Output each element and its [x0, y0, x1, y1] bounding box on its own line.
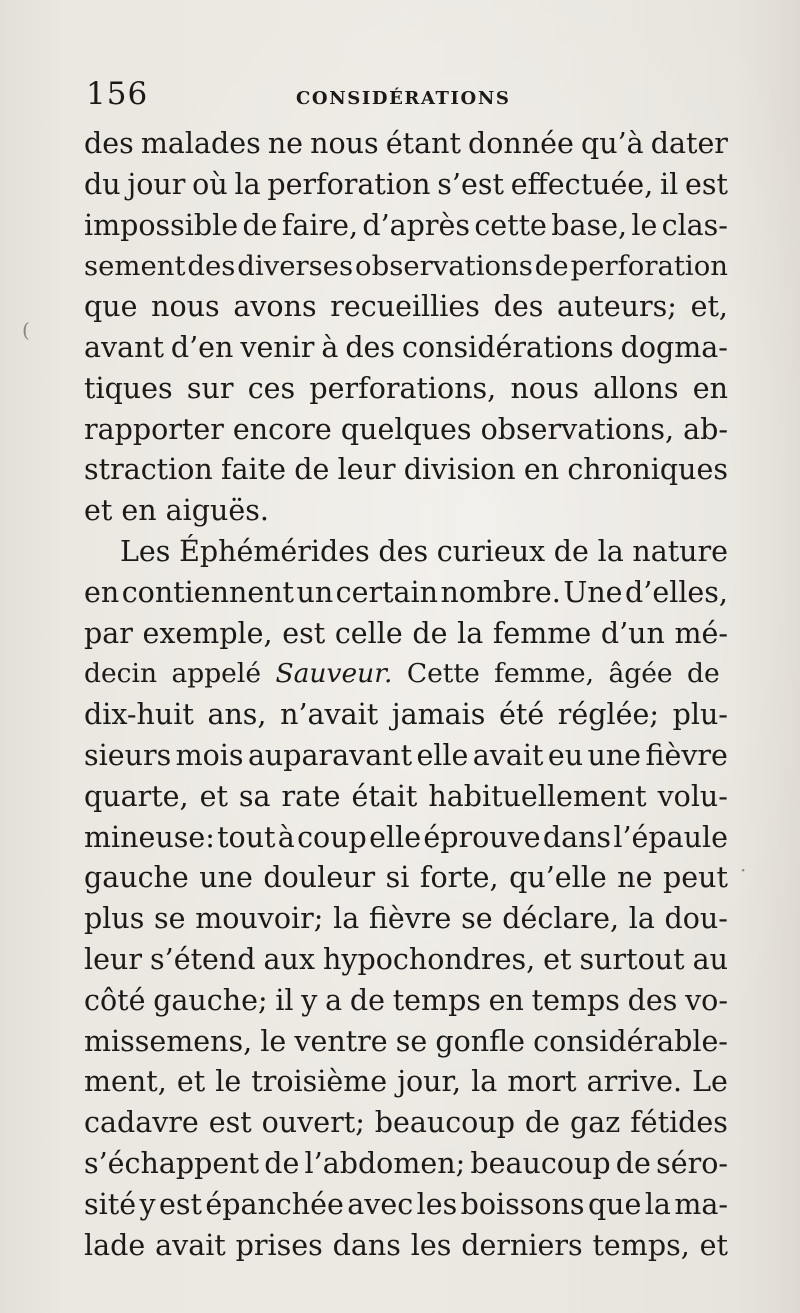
text-line: rapporter encore quelques observations, ab- [84, 412, 728, 446]
italic-name: Sauveur. [275, 658, 393, 690]
text-line: des malades ne nous étant donnée qu’à dater [84, 127, 728, 160]
text-line: cadavre est ouvert; beaucoup de gaz fétides [84, 1106, 728, 1140]
text-line: dix-huit ans, n’avait jamais été réglée; plu- [84, 698, 728, 732]
text-line: côté gauche; il y a de temps en temps des vo- [84, 983, 728, 1017]
page-number: 156 [86, 76, 149, 112]
text-line: en contiennent un certain nombre. Une d’elles, [84, 575, 728, 609]
text-line: du jour où la perforation s’est effectuée, il est [84, 167, 728, 201]
text-line: Les Éphémérides des curieux de la nature [120, 534, 728, 568]
text-line: missemens, le ventre se gonfle considérable- [84, 1024, 728, 1058]
text-line: sieurs mois auparavant elle avait eu une fièvre [84, 738, 728, 772]
text-line: gauche une douleur si forte, qu’elle ne peut [84, 861, 728, 895]
text-line: quarte, et sa rate était habituellement volu- [84, 779, 728, 813]
text-line: sité y est épanchée avec les boissons que la ma- [84, 1187, 728, 1221]
text-line: sement des diverses observations de perforation [84, 250, 728, 283]
text-line: impossible de faire, d’après cette base, le clas- [84, 208, 728, 242]
text-fragment: Cette femme, âgée de [406, 658, 720, 690]
text-line: avant d’en venir à des considérations dogma- [84, 330, 728, 364]
running-head: CONSIDÉRATIONS [296, 88, 511, 109]
stray-mark: ( [22, 318, 30, 342]
text-line: lade avait prises dans les derniers temps, et [84, 1228, 728, 1262]
text-line: plus se mouvoir; la fièvre se déclare, la dou- [84, 902, 728, 936]
text-line: et en aiguës. [84, 494, 269, 528]
text-line [84, 654, 728, 695]
stray-mark: · [740, 858, 747, 882]
text-line: s’échappent de l’abdomen; beaucoup de séro- [84, 1146, 728, 1180]
text-line: ment, et le troisième jour, la mort arrive. Le [84, 1065, 728, 1099]
text-line: straction faite de leur division en chroniques [84, 453, 728, 487]
text-line: par exemple, est celle de la femme d’un mé- [84, 616, 728, 650]
text-line: leur s’étend aux hypochondres, et surtout au [84, 942, 728, 976]
text-fragment: decin appelé [84, 658, 276, 690]
text-line: que nous avons recueillies des auteurs; et, [84, 290, 728, 324]
page-header [86, 76, 726, 116]
text-line: tiques sur ces perforations, nous allons en [84, 371, 728, 405]
text-line: mineuse: tout à coup elle éprouve dans l’épaule [84, 820, 728, 854]
body-text [84, 124, 728, 1266]
